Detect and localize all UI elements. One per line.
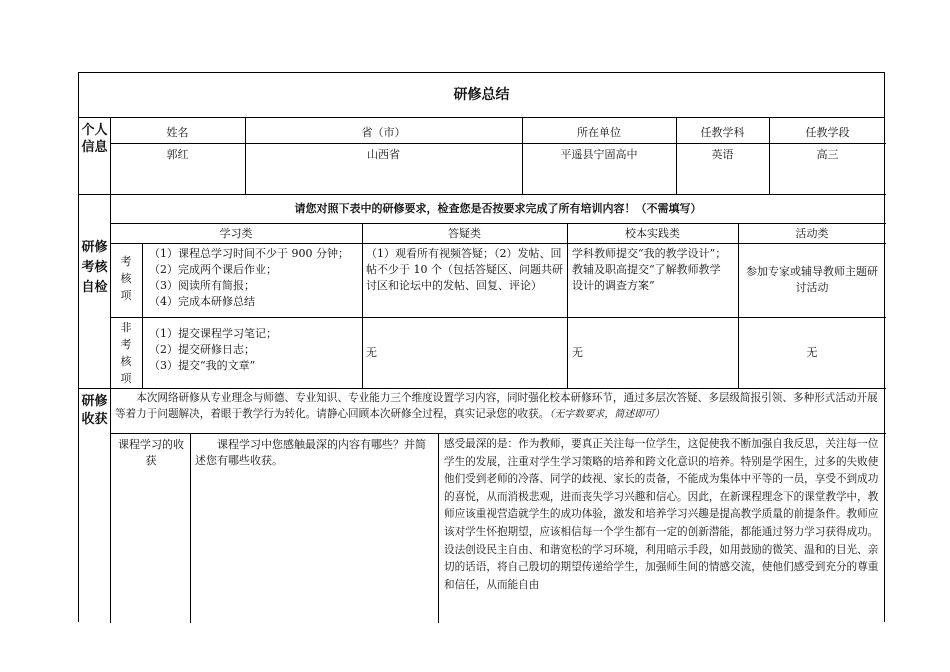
row-divider [110, 223, 886, 224]
value-unit: 平遥县宁固高中 [560, 148, 638, 161]
col-divider [142, 243, 143, 388]
noncore-activity: 无 [806, 346, 818, 359]
harvest-intro [115, 390, 881, 423]
self-check-instruction: 请您对照下表中的研修要求，检查您是否按要求完成了所有培训内容！（不需填写） [294, 202, 702, 215]
noncore-study-item: （3）提交“我的文章” [149, 359, 256, 372]
row-divider [110, 243, 886, 244]
header-stage: 任教学段 [805, 126, 850, 139]
header-name: 姓名 [166, 126, 189, 139]
harvest-intro-text: 本次网络研修从专业理念与师德、专业知识、专业能力三个维度设置学习内容，同时强化校本研修环节，通过多层次答疑、多层级简报引领、多种形式活动开展等着力于问题解决，着眼于教学行为转化。请静心回顾本次研修全过程，真实记录您的收获。 [115, 392, 878, 420]
core-study-item: （4）完成本研修总结 [149, 295, 255, 308]
core-qa: （1）观看所有视频答疑；（2）发帖、回帖不少于 10 个（包括答疑区、问题共研讨区和论坛中的发帖、回复、评论） [366, 247, 563, 292]
noncore-practice: 无 [572, 346, 583, 359]
section-divider [79, 388, 886, 389]
core-study-item: （1）课程总学习时间不少于 900 分钟； [149, 247, 349, 260]
value-subject: 英语 [711, 148, 734, 161]
header-province: 省（市） [361, 126, 406, 139]
page-title: 研修总结 [79, 73, 884, 118]
core-study-item: （2）完成两个课后作业； [149, 263, 277, 276]
core-practice: 学科教师提交“我的教学设计”；教辅及职高提交“了解教师教学设计的调查方案” [572, 247, 727, 292]
side-column-divider [110, 117, 111, 623]
value-province: 山西省 [367, 148, 400, 161]
noncore-study-item: （1）提交课程学习笔记； [149, 327, 277, 340]
harvest-intro-note: （无字数要求，简述即可） [549, 409, 665, 420]
value-stage: 高三 [816, 148, 839, 161]
summary-table [78, 72, 885, 622]
core-study-list [149, 246, 361, 310]
col-divider [567, 223, 568, 388]
row-divider [110, 317, 886, 318]
core-label: 考核项 [120, 255, 132, 302]
harvest-question: 课程学习中您感触最深的内容有哪些？并简述您有哪些收获。 [195, 438, 426, 467]
header-unit: 所在单位 [577, 126, 621, 139]
value-name: 郭红 [166, 148, 189, 161]
harvest-item-label: 课程学习的收获 [118, 438, 184, 467]
column-practice: 校本实践类 [625, 227, 680, 240]
core-study-item: （3）阅读所有简报； [149, 279, 255, 292]
noncore-study-list [149, 326, 361, 374]
self-check-label: 研修考核自检 [81, 240, 108, 295]
col-divider [438, 433, 439, 623]
col-divider [362, 223, 363, 388]
core-activity: 参加专家或辅导教师主题研讨活动 [746, 265, 878, 294]
harvest-label: 研修收获 [81, 394, 108, 427]
column-qa: 答疑类 [448, 227, 481, 240]
col-divider [738, 223, 739, 388]
row-divider [110, 433, 886, 434]
column-study: 学习类 [219, 227, 253, 240]
noncore-label: 非考核项 [120, 321, 132, 385]
section-divider [79, 194, 886, 195]
column-activity: 活动类 [795, 227, 829, 240]
noncore-qa: 无 [366, 346, 377, 359]
header-subject: 任教学科 [700, 126, 745, 139]
harvest-answer: 感受最深的是：作为教师，要真正关注每一位学生，这促使我不断加强自我反思，关注每一位学生的发展，注重对学生学习策略的培养和跨文化意识的培养。特别是学困生，过多的失败使他们受到老师的冷落、同学的歧视、家长的责备，不能成为集体中平等的一员，享受不到成功的喜悦，从而消极悲观，进而丧失学习兴趣和信心。因此，在新课程理念下的课堂教学中，教师应该重视营造就学生的成功体验，激发和培养学习兴趣是提高教学质量的前提条件。教师应该对学生怀抱期望，应该相信每一个学生都有一定的创新潜能，都能通过努力学习获得成功。设法创设民主自由、和谐宽松的学习环境，利用暗示手段，如用鼓励的微笑、温和的目光、亲切的话语，将自己殷切的期望传递给学生，加强师生间的情感交流，使他们感受到充分的尊重和信任，从而能自由 [444, 438, 879, 591]
personal-info-label: 个人信息 [81, 123, 108, 155]
col-divider [190, 433, 191, 623]
noncore-study-item: （2）提交研修日志； [149, 343, 255, 356]
